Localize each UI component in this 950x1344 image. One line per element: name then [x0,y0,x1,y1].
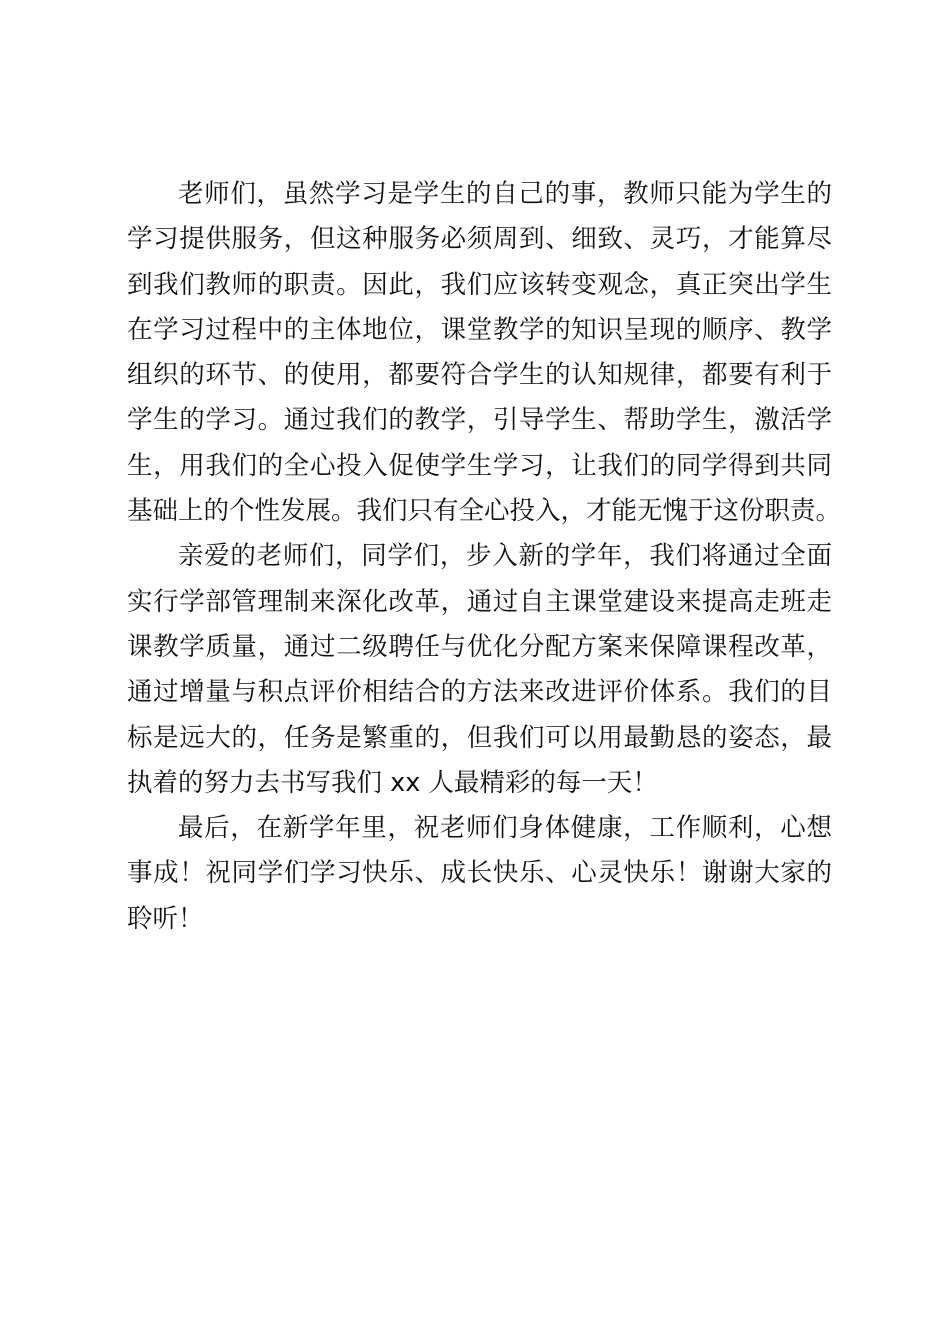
paragraph-line: 学习提供服务，但这种服务必须周到、细致、灵巧，才能算尽 [127,224,832,255]
paragraph-line: 学生的学习。通过我们的教学，引导学生、帮助学生，激活学 [127,405,832,436]
paragraph-line: 亲爱的老师们，同学们，步入新的学年，我们将通过全面 [178,541,832,572]
paragraph-line: 组织的环节、的使用，都要符合学生的认知规律，都要有利于 [127,360,832,391]
paragraph-2 [127,534,832,806]
paragraph-line: 聆听！ [127,903,204,934]
paragraph-line: 在学习过程中的主体地位，课堂教学的知识呈现的顺序、教学 [127,314,832,345]
paragraph-line: 老师们，虽然学习是学生的自己的事，教师只能为学生的 [178,179,832,209]
paragraph-line: 生，用我们的全心投入促使学生学习，让我们的同学得到共同 [127,450,832,481]
paragraph-3 [127,806,832,942]
paragraph-line: 到我们教师的职责。因此，我们应该转变观念，真正突出学生 [127,269,832,300]
paragraph-line: 标是远大的，任务是繁重的，但我们可以用最勤恳的姿态，最 [127,722,832,753]
paragraph-line: 实行学部管理制来深化改革，通过自主课堂建设来提高走班走 [127,586,832,617]
paragraph-line: 最后，在新学年里，祝老师们身体健康，工作顺利，心想 [178,813,832,844]
paragraph-line: 通过增量与积点评价相结合的方法来改进评价体系。我们的目 [127,677,832,708]
paragraph-line: 事成！祝同学们学习快乐、成长快乐、心灵快乐！谢谢大家的 [127,858,832,889]
document-body [127,172,842,942]
paragraph-line: 课教学质量，通过二级聘任与优化分配方案来保障课程改革， [127,631,832,662]
paragraph-line: 基础上的个性发展。我们只有全心投入，才能无愧于这份职责。 [127,496,842,527]
paragraph-1 [127,172,842,534]
paragraph-line: 执着的努力去书写我们 xx 人最精彩的每一天！ [127,767,658,798]
